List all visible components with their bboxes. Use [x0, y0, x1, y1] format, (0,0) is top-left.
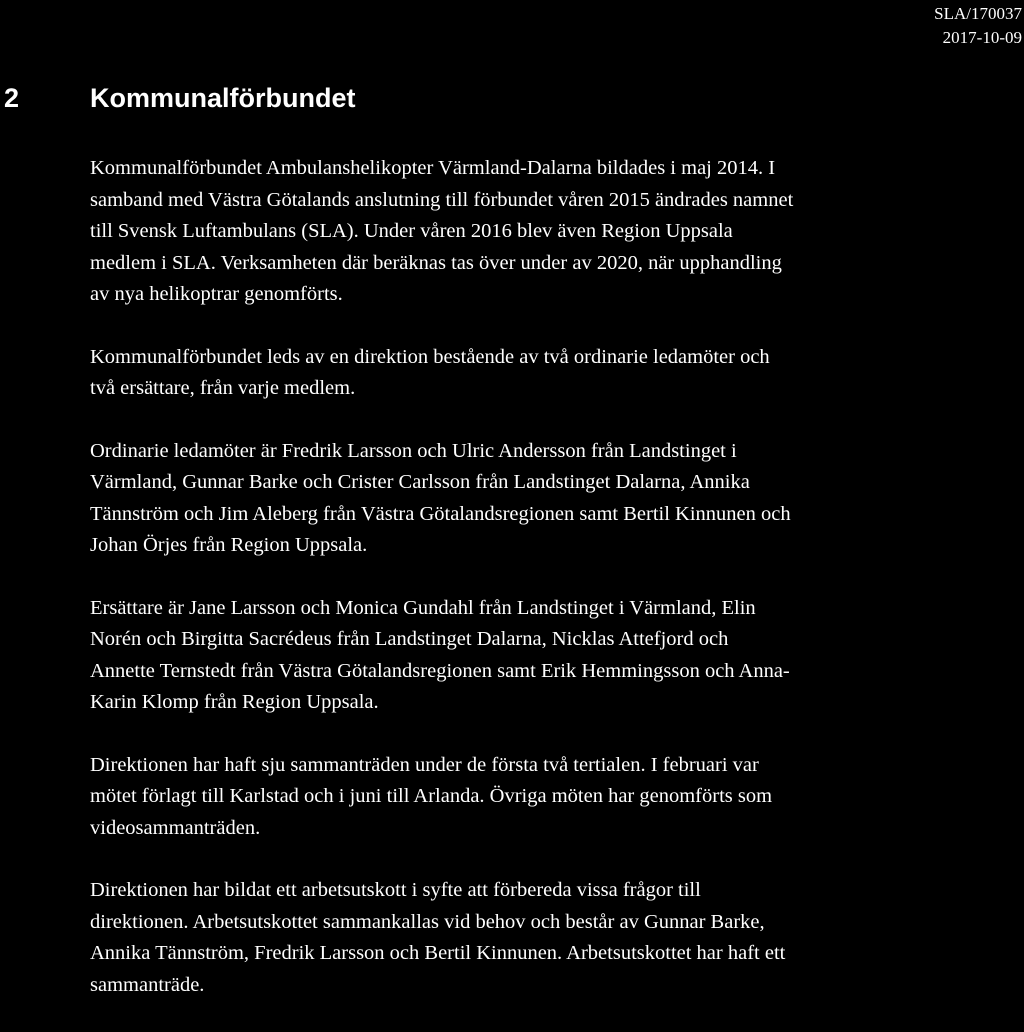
text-line: Direktionen har bildat ett arbetsutskott i syfte att förbereda vissa frågor till [90, 879, 701, 901]
text-line: mötet förlagt till Karlstad och i juni till Arlanda. Övriga möten har genomförts som [90, 785, 773, 807]
paragraph [90, 593, 990, 719]
text-line: Karin Klomp från Region Uppsala. [90, 691, 379, 713]
text-line: Värmland, Gunnar Barke och Crister Carlsson från Landstinget Dalarna, Annika [90, 471, 750, 493]
section-title: Kommunalförbundet [90, 83, 356, 113]
paragraph [90, 342, 990, 405]
paragraph [90, 436, 990, 562]
text-line: Ordinarie ledamöter är Fredrik Larsson och Ulric Andersson från Landstinget i [90, 439, 737, 462]
section-number: 2 [4, 83, 20, 113]
text-line: Ersättare är Jane Larsson och Monica Gundahl från Landstinget i Värmland, Elin [90, 596, 756, 619]
paragraph [90, 875, 990, 1001]
text-line: Kommunalförbundet Ambulanshelikopter Värmland-Dalarna bildades i maj 2014. I [90, 157, 776, 179]
paragraph [90, 153, 990, 311]
text-line: Kommunalförbundet leds av en direktion bestående av två ordinarie ledamöter och [90, 345, 770, 368]
text-line: Annette Ternstedt från Västra Götalandsregionen samt Erik Hemmingsson och Anna- [90, 659, 790, 682]
text-line: Direktionen har haft sju sammanträden under de första två tertialen. I februari var [90, 753, 759, 776]
document-reference [934, 2, 1022, 50]
text-line: direktionen. Arbetsutskottet sammankallas vid behov och består av Gunnar Barke, [90, 910, 765, 933]
text-line: videosammanträden. [90, 816, 261, 839]
text-line: två ersättare, från varje medlem. [90, 377, 356, 399]
text-line: Annika Tännström, Fredrik Larsson och Bertil Kinnunen. Arbetsutskottet har haft ett [90, 942, 786, 964]
body-text [90, 153, 990, 1032]
document-date: 2017-10-09 [942, 28, 1022, 47]
text-line: sammanträde. [90, 973, 205, 996]
text-line: Johan Örjes från Region Uppsala. [90, 534, 368, 556]
text-line: Tännström och Jim Aleberg från Västra Götalandsregionen samt Bertil Kinnunen och [90, 502, 791, 525]
paragraph [90, 750, 990, 845]
text-line: samband med Västra Götalands anslutning till förbundet våren 2015 ändrades namnet [90, 188, 794, 211]
text-line: till Svensk Luftambulans (SLA). Under våren 2016 blev även Region Uppsala [90, 220, 733, 242]
text-line: av nya helikoptrar genomförts. [90, 283, 343, 305]
text-line: Norén och Birgitta Sacrédeus från Landstinget Dalarna, Nicklas Attefjord och [90, 628, 729, 650]
reference-number: SLA/170037 [934, 4, 1022, 23]
text-line: medlem i SLA. Verksamheten där beräknas tas över under av 2020, när upphandling [90, 251, 782, 274]
